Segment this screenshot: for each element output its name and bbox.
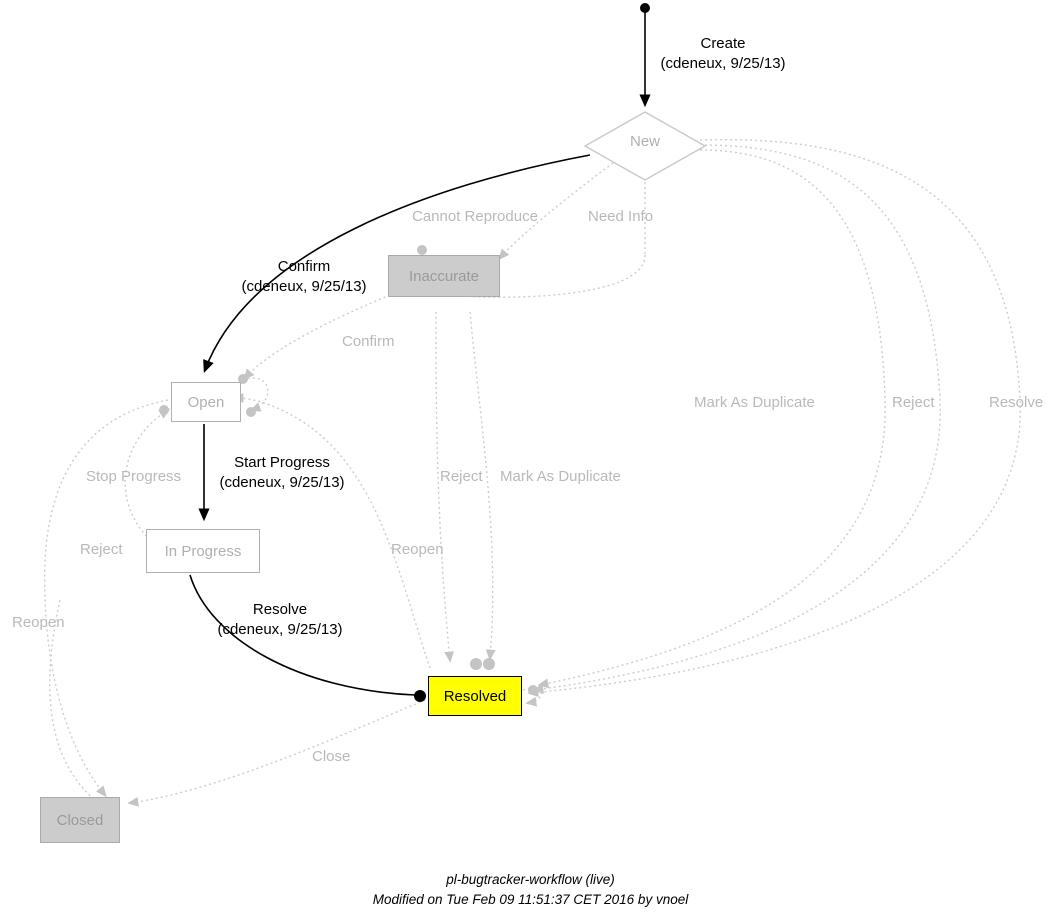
edge-label-confirm-text: Confirm <box>277 258 331 275</box>
resolved-entry-dot <box>414 690 426 702</box>
diagram-modified: Modified on Tue Feb 09 11:51:37 CET 2016 by vnoel <box>372 892 689 908</box>
edge-label-resolve <box>204 600 356 641</box>
edge-label-mark-as-duplicate-right: Mark As Duplicate <box>694 394 815 411</box>
edge-label-confirm-sub: (cdeneux, 9/25/13) <box>241 278 367 296</box>
edge-label-confirm <box>228 257 380 298</box>
node-in-progress[interactable]: In Progress <box>146 529 260 573</box>
node-inaccurate[interactable]: Inaccurate <box>388 255 500 297</box>
node-closed[interactable]: Closed <box>40 797 120 843</box>
edge-label-reopen-mid: Reopen <box>391 541 444 558</box>
edge-label-resolve-text: Resolve <box>252 601 308 618</box>
start-node <box>640 3 650 13</box>
edge-label-create-sub: (cdeneux, 9/25/13) <box>660 55 786 73</box>
diagram-title: pl-bugtracker-workflow (live) <box>446 872 615 887</box>
edge-label-start-progress <box>206 453 358 494</box>
diagram-footer <box>0 870 1061 911</box>
edge-label-need-info: Need Info <box>588 208 654 225</box>
edge-label-cannot-reproduce: Cannot Reproduce <box>412 208 538 225</box>
edge-label-stop-progress: Stop Progress <box>86 468 182 485</box>
edge-label-confirm-dim: Confirm <box>342 333 395 350</box>
node-resolved[interactable]: Resolved <box>428 676 522 716</box>
edge-label-reject-mid: Reject <box>440 468 483 485</box>
edge-label-reject-left: Reject <box>80 541 123 558</box>
edge-label-start-progress-sub: (cdeneux, 9/25/13) <box>219 474 345 492</box>
edge-label-start-progress-text: Start Progress <box>234 454 330 471</box>
edge-label-mark-as-duplicate-mid: Mark As Duplicate <box>500 468 621 485</box>
edge-label-close: Close <box>312 748 351 765</box>
edge-label-create-text: Create <box>700 35 746 52</box>
edge-label-resolve-right: Resolve <box>989 394 1044 411</box>
node-open[interactable]: Open <box>171 382 241 422</box>
edge-label-reject-right: Reject <box>892 394 935 411</box>
edge-label-resolve-sub: (cdeneux, 9/25/13) <box>217 621 343 639</box>
edge-label-reopen-left: Reopen <box>12 614 65 631</box>
edge-label-create <box>648 34 798 75</box>
node-new-label[interactable]: New <box>629 133 660 150</box>
